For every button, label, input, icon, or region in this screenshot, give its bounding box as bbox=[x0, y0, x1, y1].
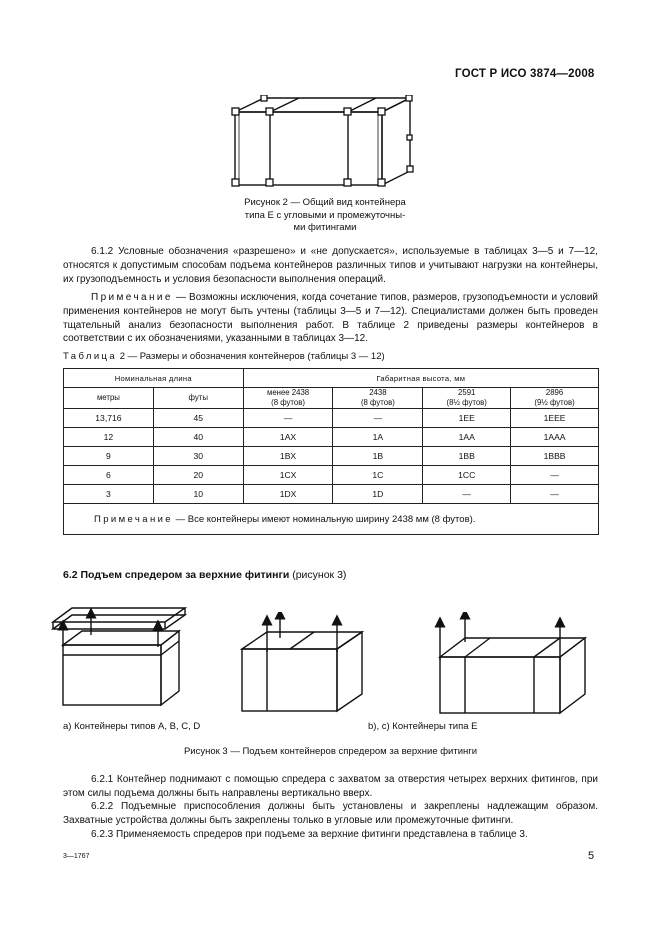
table-cell: 40 bbox=[153, 428, 243, 447]
caption-line: типа Е с угловыми и промежуточны- bbox=[244, 209, 406, 221]
table-row bbox=[64, 485, 599, 504]
table-cell: 1EE bbox=[423, 409, 511, 428]
table-cell: — bbox=[243, 409, 333, 428]
figure-3a-container-drawing bbox=[45, 605, 195, 710]
caption-line: Рисунок 2 — Общий вид контейнера bbox=[244, 197, 406, 208]
table-row bbox=[64, 428, 599, 447]
header-meters: метры bbox=[64, 388, 154, 409]
document-header: ГОСТ Р ИСО 3874—2008 bbox=[455, 68, 595, 80]
note-label: Примечание bbox=[91, 292, 173, 303]
table-cell: — bbox=[511, 466, 599, 485]
table-cell: 1CC bbox=[423, 466, 511, 485]
figure-3a-label: a) Контейнеры типов А, В, С, D bbox=[63, 721, 201, 732]
table-cell: 10 bbox=[153, 485, 243, 504]
table-2-title: Таблица 2 — Размеры и обозначения контейнеров (таблицы 3 — 12) bbox=[63, 351, 385, 362]
header-height: менее 2438 (8 футов) bbox=[243, 388, 333, 409]
table-cell: 1A bbox=[333, 428, 423, 447]
figure-2-caption bbox=[225, 197, 425, 235]
table-row bbox=[64, 466, 599, 485]
paragraph-6-1-2: 6.1.2 Условные обозначения «разрешено» и «не допускается», используемые в таблицах 3—5 и 7—12, относятся к допустимым способам подъема контейнеров различных типов и учитывают нагрузки на контейнеры, их грузоподъемность и условия безопасности выполнения операций. bbox=[63, 246, 598, 285]
figure-3c-container-drawing bbox=[432, 612, 597, 722]
figure-2-container-drawing bbox=[225, 95, 420, 190]
note-1: Примечание — Возможны исключения, когда сочетание типов, размеров, грузоподъемности и условий применения контейнеров не могут быть учтены (таблицы 3—5 и 7—12). Специалистами должен быть проведен тщательный анализ безопасности выполнения работ. В таблице 2 приведены размеры контейнеров в соответствии с их обозначениями, указанными в таблицах 3—12. bbox=[63, 292, 598, 345]
header-height: 2591 (8½ футов) bbox=[423, 388, 511, 409]
table-2 bbox=[63, 368, 599, 535]
table-cell: 1AX bbox=[243, 428, 333, 447]
paragraph-6-2-2: 6.2.2 Подъемные приспособления должны быть установлены и закреплены надлежащим образом. Захватные устройства должны быть закреплены только в угловые или промежуточные фитинги. bbox=[63, 801, 598, 826]
header-height: 2896 (9½ футов) bbox=[511, 388, 599, 409]
figure-3-caption: Рисунок 3 — Подъем контейнеров спредером за верхние фитинги bbox=[183, 746, 478, 757]
table-cell: 6 bbox=[64, 466, 154, 485]
figure-3bc-label: b), c) Контейнеры типа Е bbox=[368, 721, 478, 732]
paragraph-6-2-3: 6.2.3 Применяемость спредеров при подъеме за верхние фитинги представлена в таблице 3. bbox=[91, 829, 528, 840]
table-cell: 1DX bbox=[243, 485, 333, 504]
table-cell: 1BBB bbox=[511, 447, 599, 466]
table-cell: 30 bbox=[153, 447, 243, 466]
header-nominal-length: Номинальная длина bbox=[64, 369, 244, 388]
table-row bbox=[64, 409, 599, 428]
table-cell: 1AAA bbox=[511, 428, 599, 447]
table-cell: 3 bbox=[64, 485, 154, 504]
header-overall-height: Габаритная высота, мм bbox=[243, 369, 598, 388]
table-2-note: Примечание — Все контейнеры имеют номинальную ширину 2438 мм (8 футов). bbox=[64, 504, 599, 535]
table-row bbox=[64, 447, 599, 466]
table-cell: 45 bbox=[153, 409, 243, 428]
table-cell: 1BX bbox=[243, 447, 333, 466]
section-6-2-heading: 6.2 Подъем спредером за верхние фитинги (рисунок 3) bbox=[63, 569, 347, 581]
table-cell: 1B bbox=[333, 447, 423, 466]
table-cell: — bbox=[333, 409, 423, 428]
paragraph-6-2-1: 6.2.1 Контейнер поднимают с помощью спредера с захватом за отверстия четырех верхних фитингов, при этом силы подъема должны быть направлены вертикально вверх. bbox=[63, 774, 598, 799]
table-cell: 12 bbox=[64, 428, 154, 447]
header-height: 2438 (8 футов) bbox=[333, 388, 423, 409]
table-cell: 1CX bbox=[243, 466, 333, 485]
table-cell: 1BB bbox=[423, 447, 511, 466]
table-cell: 1C bbox=[333, 466, 423, 485]
page-number: 5 bbox=[588, 850, 595, 862]
table-cell: — bbox=[511, 485, 599, 504]
table-cell: 20 bbox=[153, 466, 243, 485]
caption-line: ми фитингами bbox=[293, 222, 357, 233]
table-cell: — bbox=[423, 485, 511, 504]
table-cell: 13,716 bbox=[64, 409, 154, 428]
table-cell: 1AA bbox=[423, 428, 511, 447]
header-feet: футы bbox=[153, 388, 243, 409]
figure-3b-container-drawing bbox=[232, 612, 392, 717]
footer-code: 3—1767 bbox=[63, 853, 90, 860]
table-cell: 1D bbox=[333, 485, 423, 504]
table-cell: 1EEE bbox=[511, 409, 599, 428]
table-cell: 9 bbox=[64, 447, 154, 466]
